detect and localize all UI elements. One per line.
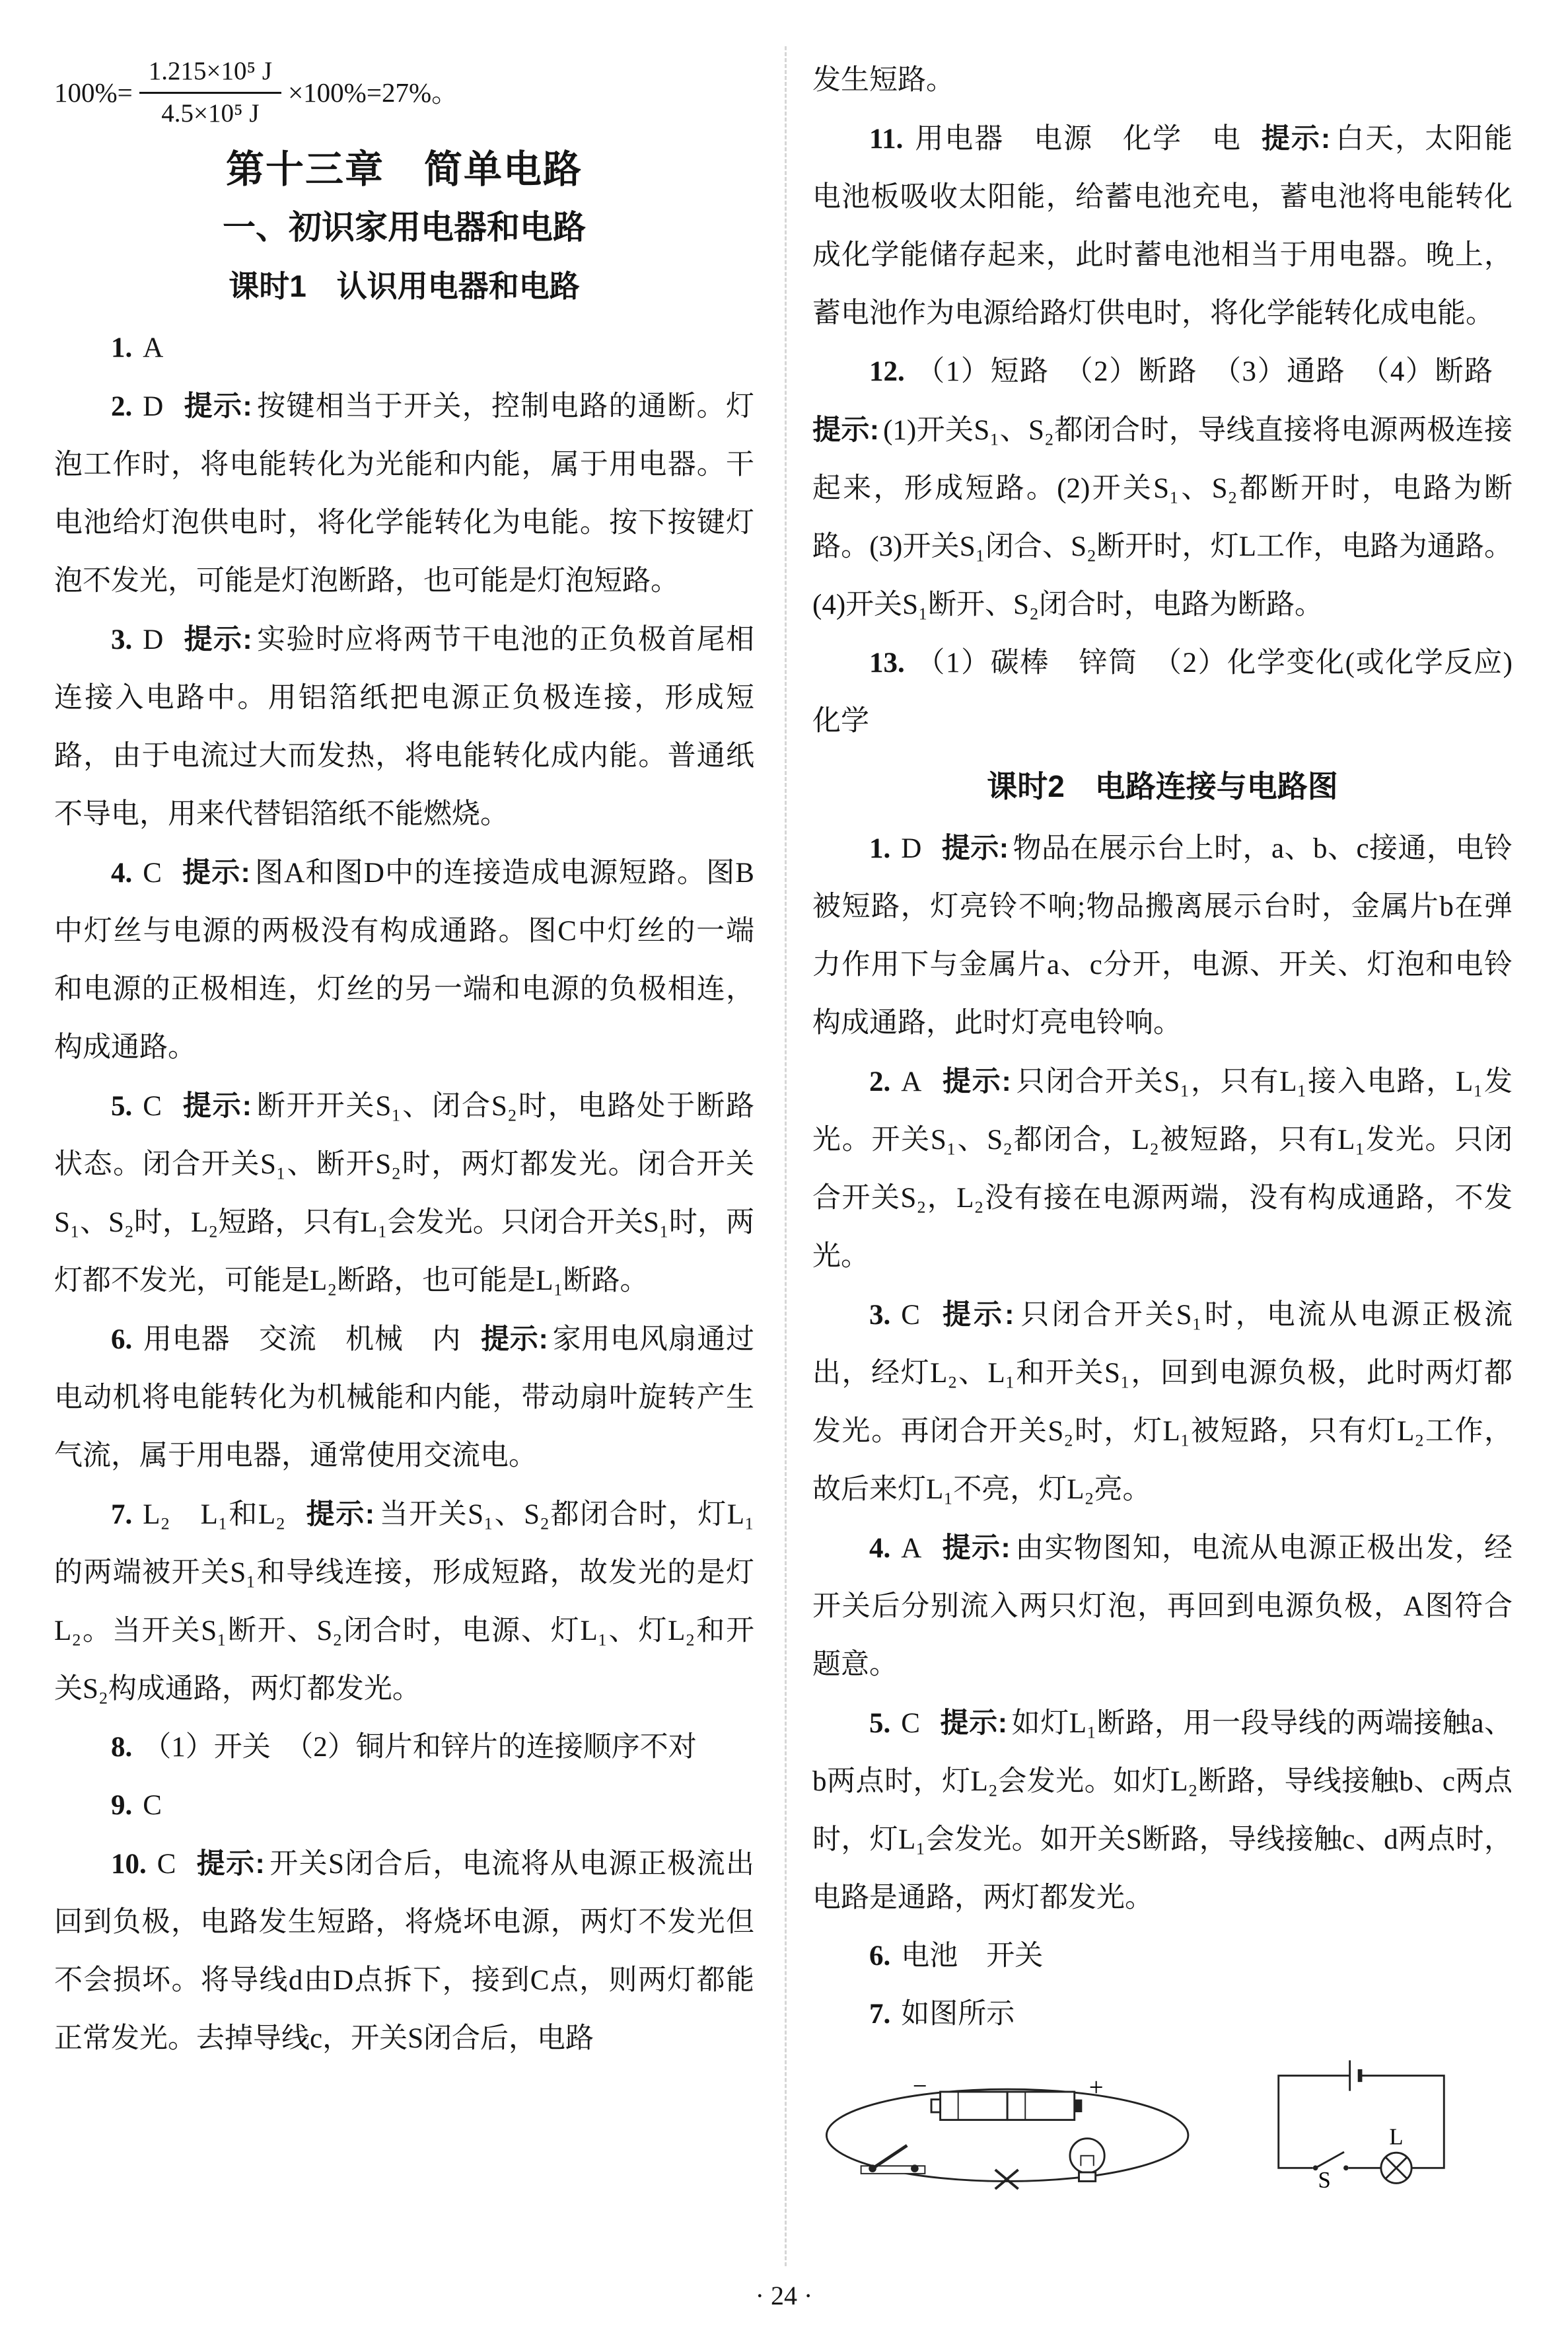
right-column	[812, 52, 1541, 2191]
answer-item	[54, 1310, 754, 1485]
fraction-numerator: 1.215×10⁵ J	[139, 55, 281, 94]
hint-text: 物品在展示台上时，a、b、c接通，电铃被短路，灯亮铃不响;物品搬离展示台时，金属片b在弹力作用下与金属片a、c分开，电源、开关、灯泡和电铃构成通路，此时灯亮电铃响。	[812, 833, 1513, 1039]
continuation-text: 发生短路。	[812, 65, 954, 96]
lamp-label: L	[1389, 2124, 1404, 2151]
item-answer: 用电器 电源 化学 电	[913, 124, 1242, 155]
answers-lesson1-left	[54, 319, 754, 2068]
item-number: 2.	[869, 1066, 891, 1098]
item-number: 5.	[111, 1090, 133, 1122]
item-answer: C	[143, 1090, 162, 1122]
hint-label: 提示:	[941, 1532, 1011, 1565]
answer-item	[812, 1985, 1513, 2044]
left-column	[54, 52, 754, 2190]
hint-text: 实验时应将两节干电池的正负极首尾相连接入电路中。用铝箔纸把电源正负极连接，形成短路，由于电流过大而发热，将电能转化成内能。普通纸不导电，用来代替铝箔纸不能燃烧。	[54, 624, 755, 830]
fraction-denominator: 4.5×10⁵ J	[161, 98, 260, 128]
hint-label: 提示:	[481, 1323, 548, 1355]
answer-item	[54, 1485, 754, 1718]
lesson2-title: 课时2 电路连接与电路图	[987, 769, 1338, 803]
answer-item	[812, 1052, 1513, 1286]
formula-suffix: ×100%=27%。	[288, 77, 459, 108]
battery-icon	[931, 2092, 1082, 2120]
answer-item	[812, 1694, 1513, 1927]
answer-item	[54, 377, 754, 610]
hint-text: 白天，太阳能电池板吸收太阳能，给蓄电池充电，蓄电池将电能转化成化学能储存起来，此时蓄电池相当于用电器。晚上，蓄电池作为电源给路灯供电时，将化学能转化成电能。	[812, 124, 1513, 329]
item-number: 6.	[869, 1940, 891, 1972]
page-number: · 24 ·	[755, 2281, 813, 2310]
answer-item	[812, 110, 1513, 343]
item-number: 8.	[111, 1731, 133, 1763]
hint-label: 提示:	[181, 856, 250, 889]
hint-label: 提示:	[305, 1498, 375, 1530]
lamp-symbol	[1381, 2153, 1411, 2184]
item-number: 1.	[111, 332, 133, 363]
item-answer: A	[901, 1533, 922, 1565]
item-answer: C	[143, 1789, 162, 1821]
hint-text: 按键相当于开关，控制电路的通断。灯泡工作时，将电能转化为光能和内能，属于用电器。干电池给灯泡供电时，将化学能转化为电能。按下按键灯泡不发光，可能是灯泡断路，也可能是灯泡短路。	[54, 390, 755, 597]
hint-text: 图A和图D中的连接造成电源短路。图B中灯丝与电源的两极没有构成通路。图C中灯丝的一端和电源的正极相连，灯丝的另一端和电源的负极相连，构成通路。	[54, 857, 754, 1063]
answer-item	[54, 1835, 754, 2068]
answers-lesson2	[812, 819, 1513, 2044]
item-number: 13.	[869, 647, 905, 679]
answer-item	[812, 819, 1513, 1052]
hint-label: 提示:	[939, 1299, 1015, 1331]
hint-label: 提示:	[181, 1089, 252, 1122]
answer-item	[54, 1777, 754, 1835]
item-answer: C	[143, 857, 162, 889]
item-number: 7.	[111, 1498, 133, 1530]
answer-item	[54, 319, 754, 377]
hint-text: 当开关S₁、S₂都闭合时，灯L₁的两端被开关S₁和导线连接，形成短路，故发光的是灯L₂。当开关S₁断开、S₂闭合时，电源、灯L₁、灯L₂和开关S₂构成通路，两灯都发光。	[54, 1498, 754, 1705]
item-number: 9.	[111, 1789, 133, 1821]
item-answer: （1）开关 （2）铜片和锌片的连接顺序不对	[143, 1731, 697, 1763]
item-number: 3.	[869, 1300, 891, 1331]
hint-text: 家用电风扇通过电动机将电能转化为机械能和内能，带动扇叶旋转产生气流，属于用电器，通常使用交流电。	[54, 1323, 754, 1471]
hint-label: 提示:	[1261, 123, 1331, 155]
circuit-pictorial-diagram	[812, 2073, 1209, 2190]
item-number: 4.	[869, 1533, 891, 1565]
hint-label: 提示:	[812, 414, 880, 446]
battery-minus-label: −	[912, 2073, 927, 2101]
item-answer: C	[157, 1848, 176, 1880]
item-number: 2.	[111, 390, 133, 422]
answer-item	[54, 1718, 754, 1777]
hint-text: 如灯L₁断路，用一段导线的两端接触a、b两点时，灯L₂会发光。如灯L₂断路，导线接触b、c两点时，灯L₁会发光。如开关S断路，导线接触c、d两点时，电路是通路，两灯都发光。	[812, 1708, 1513, 1914]
battery-plus-label: +	[1088, 2074, 1104, 2102]
answers-lesson1-right	[812, 110, 1541, 751]
item-answer: C	[901, 1300, 920, 1331]
formula-fraction	[139, 55, 281, 130]
circuit-figures	[812, 2050, 1513, 2190]
answer-item	[812, 343, 1513, 634]
item-answer: D	[143, 624, 164, 655]
schematic-wires	[1279, 2076, 1444, 2168]
item-number: 11.	[869, 124, 904, 155]
battery-symbol	[1350, 2061, 1360, 2091]
switch-icon	[861, 2146, 925, 2174]
answer-item	[812, 634, 1541, 751]
item-answer: C	[901, 1708, 920, 1740]
hint-text: 只闭合开关S₁时，电流从电源正极流出，经灯L₂、L₁和开关S₁，回到电源负极，此时两灯都发光。再闭合开关S₂时，灯L₁被短路，只有灯L₂工作，故后来灯L₁不亮，灯L₂亮。	[812, 1300, 1513, 1506]
item-number: 4.	[111, 857, 133, 889]
circuit-schematic-diagram	[1252, 2050, 1470, 2190]
crossed-wire-icon	[995, 2170, 1018, 2189]
lesson1-title: 课时1 认识用电器和电路	[229, 268, 580, 303]
item-number: 6.	[111, 1323, 133, 1355]
hint-label: 提示:	[183, 623, 252, 655]
item-number: 12.	[869, 356, 905, 387]
formula-prefix: 100%=	[54, 77, 133, 108]
answer-item	[54, 844, 754, 1077]
section-title: 一、初识家用电器和电路	[223, 208, 586, 246]
item-answer: （1）短路 （2）断路 （3）通路 （4）断路	[915, 356, 1493, 387]
item-answer: 电池 开关	[901, 1940, 1044, 1972]
item-number: 10.	[111, 1848, 147, 1880]
hint-text: 断开开关S₁、闭合S₂时，电路处于断路状态。闭合开关S₁、断开S₂时，两灯都发光。闭合开关S₁、S₂时，L₂短路，只有L₁会发光。只闭合开关S₁时，两灯都不发光，可能是L₂断路，也可能是L₁断路。	[54, 1090, 754, 1296]
switch-label: S	[1318, 2167, 1331, 2191]
hint-label: 提示:	[939, 1707, 1008, 1740]
item-answer: D	[901, 833, 922, 865]
item-number: 3.	[111, 624, 133, 655]
hint-label: 提示:	[196, 1847, 265, 1880]
item-answer: A	[901, 1066, 922, 1098]
item-answer: 用电器 交流 机械 内	[143, 1323, 462, 1355]
item-answer: D	[143, 390, 164, 422]
efficiency-formula	[54, 55, 754, 130]
item-number: 7.	[869, 1999, 891, 2030]
answer-item	[812, 1927, 1513, 1985]
chapter-title: 第十三章 简单电路	[225, 147, 583, 191]
item-answer: （1）碳棒 锌筒 （2）化学变化(或化学反应) 化学	[812, 647, 1541, 737]
answer-item	[812, 1286, 1513, 1519]
answer-item	[812, 1519, 1513, 1694]
answer-item	[54, 610, 754, 844]
hint-text: 由实物图知，电流从电源正极出发，经开关后分别流入两只灯泡，再回到电源负极，A图符合题意。	[812, 1533, 1513, 1681]
hint-text: 只闭合开关S₁，只有L₁接入电路，L₁发光。开关S₁、S₂都闭合，L₂被短路，只有L₁发光。只闭合开关S₂，L₂没有接在电源两端，没有构成通路，不发光。	[812, 1066, 1513, 1273]
item-answer: A	[143, 332, 164, 363]
hint-label: 提示:	[941, 832, 1009, 865]
hint-label: 提示:	[183, 390, 252, 422]
item-number: 1.	[869, 833, 891, 865]
item-answer: 如图所示	[901, 1999, 1015, 2030]
columns	[54, 52, 1541, 2191]
hint-text: 开关S闭合后，电流将从电源正极流出回到负极，电路发生短路，将烧坏电源，两灯不发光但不会损坏。将导线d由D点拆下，接到C点，则两灯都能正常发光。去掉导线c，开关S闭合后，电路	[54, 1848, 754, 2054]
item-number: 5.	[869, 1708, 891, 1740]
item-answer: L₂ L₁和L₂	[143, 1498, 286, 1530]
hint-text: (1)开关S₁、S₂都闭合时，导线直接将电源两极连接起来，形成短路。(2)开关S₁、S₂都断开时，电路为断路。(3)开关S₁闭合、S₂断开时，灯L工作，电路为通路。(4)开关S₁断开、S₂闭合时，电路为断路。	[812, 415, 1513, 620]
hint-label: 提示:	[941, 1066, 1011, 1098]
answer-item	[54, 1077, 754, 1310]
